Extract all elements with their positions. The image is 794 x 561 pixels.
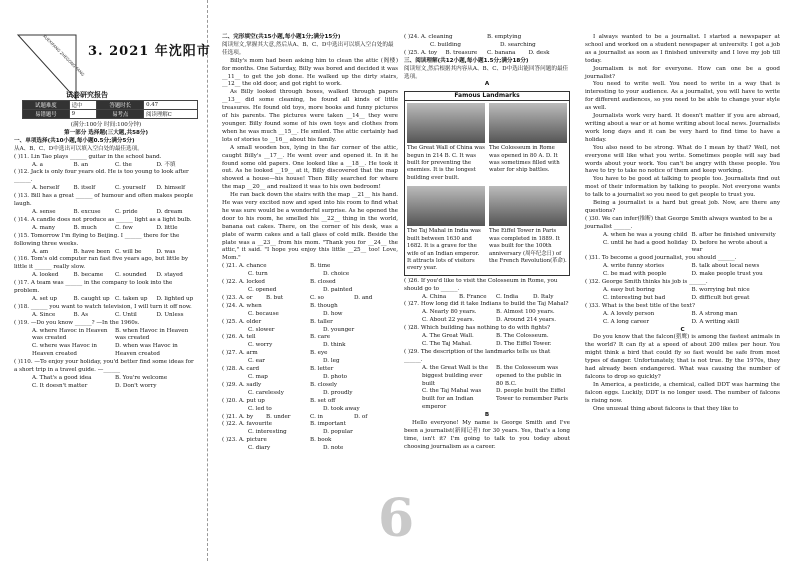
answer-option[interactable]: B. have been bbox=[73, 248, 111, 255]
cloze-option[interactable]: D. desk bbox=[528, 49, 550, 56]
cloze-option[interactable]: C. in bbox=[310, 413, 324, 420]
question-list-b bbox=[585, 216, 780, 327]
answer-option[interactable]: B. The Colosseum. bbox=[496, 333, 549, 340]
eiffel-tower-image bbox=[489, 186, 567, 226]
cloze-option[interactable]: D. think bbox=[323, 342, 346, 349]
answer-option[interactable]: D. difficult but great bbox=[691, 294, 750, 301]
answer-option[interactable]: A. a bbox=[32, 161, 43, 168]
cloze-option[interactable]: D. note bbox=[323, 445, 344, 452]
answer-option[interactable]: C. where was Havoc in Heaven created bbox=[32, 343, 97, 358]
section-2-intro: 阅读短文,掌握其大意,然后从A、B、C、D中选出可以填入空白处的最佳选项。 bbox=[222, 41, 394, 56]
question-stem: ( )31. To become a good journalist, you should ______. bbox=[585, 255, 737, 262]
cloze-paragraph: A small wooden box, lying in the far corner of the attic, caught Billy's __17__. He went over and opened it. In it he found some old papers. One looked like a __18__. He took it out. As he looked __19__ at it, Billy discovered that the map showed a house—his house! Then Billy searched for where the map __20__ and realized it was to his own bedroom! bbox=[222, 144, 398, 191]
cloze-option[interactable]: B. closely bbox=[310, 381, 338, 388]
cloze-paragraph: Billy's mom had been asking him to clean the attic (阁楼) for months. One Saturday, Billy was bored and decided it was __11__ to get the job done. He walked up the dirty stairs, __12__ the old door, and got right to work. bbox=[222, 57, 398, 88]
cloze-option[interactable]: ( )22. A. locked bbox=[222, 279, 265, 286]
cloze-option[interactable]: ( )26. A. tell bbox=[222, 334, 256, 341]
answer-option[interactable]: D. before he wrote about a war bbox=[691, 239, 768, 254]
answer-option[interactable]: C. sounded bbox=[115, 272, 147, 279]
cloze-option[interactable]: B. taller bbox=[310, 318, 333, 325]
landmark-great-wall: The Great Wall of China was begun in 214 B. C. It was built for preventing the enemies. It is the longest building ever built. bbox=[405, 101, 487, 184]
answer-option[interactable]: B. You're welcome bbox=[115, 375, 168, 381]
answer-option[interactable]: B. an bbox=[73, 161, 89, 168]
answer-option[interactable]: C. taken up bbox=[115, 295, 148, 302]
cloze-option[interactable]: ( )21. A. by bbox=[222, 413, 254, 420]
question-stem: ( )32. George Smith thinks his job is ______. bbox=[585, 279, 708, 286]
cloze-option[interactable]: ( )21. A. chance bbox=[222, 263, 267, 270]
cloze-option[interactable]: D. choice bbox=[323, 271, 350, 278]
passage-b-paragraph: You need to write well. You need to write in a way that is interesting to your audience. As a journalist, you will have to write for different audiences, so you need to be able to change your style as well. bbox=[585, 81, 780, 112]
cloze-option[interactable]: D. younger bbox=[323, 326, 355, 333]
answer-option[interactable]: B. France bbox=[459, 293, 487, 300]
landmarks-box bbox=[404, 91, 570, 275]
cloze-option[interactable]: ( )27. A. arm bbox=[222, 350, 258, 357]
answer-option[interactable]: D. little bbox=[156, 224, 178, 231]
cloze-option[interactable]: ( )20. A. put up bbox=[222, 397, 265, 404]
answer-option[interactable]: D. Unless bbox=[156, 311, 184, 318]
cloze-option[interactable]: B. treasure bbox=[445, 49, 478, 56]
cloze-option[interactable]: B. closed bbox=[310, 279, 336, 286]
answer-option[interactable]: D. dream bbox=[156, 208, 183, 215]
section-1-intro: 从A、B、C、D中选出可以填入空白处的最佳选项。 bbox=[14, 145, 143, 152]
cloze-option[interactable]: D. took away bbox=[323, 405, 360, 412]
cloze-option[interactable]: D. photo bbox=[323, 373, 348, 380]
answer-option[interactable]: A. That's a good idea bbox=[32, 375, 92, 381]
cloze-paragraph: As Billy looked through boxes, walked through papers __13__ did some cleaning, he found all kinds of little treasures. He found old toys, more books and funny pictures of his parents. The pictures were taken __14__ they were younger. Billy found some of his own toys and clothes from when he was much __15__. He smiled. The attic certainly had lots of stories to __16__ about his family. bbox=[222, 89, 398, 143]
answer-option[interactable]: C. A long career bbox=[603, 318, 650, 325]
cloze-option[interactable]: C. worry bbox=[248, 342, 273, 349]
passage-c-paragraph: In America, a pesticide, a chemical, called DDT was harming the falcon eggs. Luckily, DDT is no longer used. The number of falcons is rising now. bbox=[585, 381, 780, 404]
cloze-option[interactable]: B. but bbox=[266, 294, 284, 301]
answer-option[interactable]: C. It doesn't matter bbox=[32, 382, 88, 389]
answer-option[interactable]: A. write funny stories bbox=[603, 263, 665, 270]
cloze-option[interactable]: ( )23. A. picture bbox=[222, 437, 267, 444]
passage-b-text: Hello everyone! My name is George Smith and I've been a journalist(新闻记者) for 30 years. Yes, that's a long time, isn't it? I'm going to talk to you today about choosing journalism as a career. bbox=[404, 420, 570, 450]
answer-option[interactable]: C. yourself bbox=[115, 185, 146, 192]
report-cell: 易考点 bbox=[97, 110, 144, 119]
page-number: 6 bbox=[378, 488, 415, 549]
answer-option[interactable]: A. looked bbox=[32, 272, 59, 279]
report-cell: 阅读理解C bbox=[144, 110, 198, 119]
cloze-option[interactable]: D. proudly bbox=[323, 389, 353, 396]
answer-option[interactable]: A. when he was a young child bbox=[603, 231, 688, 238]
part-heading: 第一部分 选择题(三大题,共58分) bbox=[63, 129, 149, 136]
answer-option[interactable]: D. Around 214 years. bbox=[496, 317, 557, 324]
answer-option[interactable]: B. As bbox=[73, 311, 89, 318]
answer-option[interactable]: B. excuse bbox=[73, 208, 101, 215]
report-cell: 试题难度 bbox=[23, 101, 70, 110]
answer-option[interactable]: B. when Havoc in Heaven was created bbox=[115, 327, 189, 342]
cloze-option[interactable]: B. though bbox=[310, 302, 338, 309]
cloze-option[interactable]: C. so bbox=[310, 294, 324, 301]
cloze-option[interactable]: ( )22. A. favourite bbox=[222, 421, 272, 428]
report-cell: 答题时长 bbox=[97, 101, 144, 110]
fold-line bbox=[207, 0, 209, 561]
cloze-option[interactable]: C. led to bbox=[248, 405, 272, 412]
cloze-options bbox=[222, 263, 398, 453]
report-cell: 0.47 bbox=[144, 101, 198, 110]
report-cell: 易错题号 bbox=[23, 110, 70, 119]
passage-b-paragraph: Journalists work very hard. It doesn't matter if you are abroad, writing about a war or at home writing about local news. Journalists work long days and it can be very hard to find time to have a holiday. bbox=[585, 113, 780, 143]
answer-option[interactable]: D. Italy bbox=[533, 293, 554, 300]
cloze-option[interactable]: ( )29. A. sadly bbox=[222, 381, 262, 388]
question-stem: ( )27. How long did it take Indians to build the Taj Mahal? bbox=[404, 301, 569, 308]
answer-option[interactable]: C. Until bbox=[115, 311, 137, 318]
cloze-option[interactable]: B. important bbox=[310, 421, 346, 428]
answer-option[interactable]: A. easy but boring bbox=[603, 287, 655, 293]
answer-option[interactable]: D. when was Havoc in Heaven created bbox=[115, 343, 178, 358]
cloze-option[interactable]: ( )24. A. when bbox=[222, 302, 262, 309]
answer-option[interactable]: C. the bbox=[115, 161, 132, 168]
question-stem: ( )29. The description of the landmarks tells us that ______. bbox=[404, 348, 551, 363]
answer-option[interactable]: D. people built the Eiffel Tower to remember Paris bbox=[496, 388, 569, 403]
cloze-option[interactable]: ( )23. A. or bbox=[222, 294, 253, 301]
passage-b-label: B bbox=[484, 412, 490, 419]
passage-c-label: C bbox=[680, 326, 685, 333]
cloze-option[interactable]: ( )25. A. older bbox=[222, 318, 262, 325]
report-table bbox=[22, 100, 198, 119]
answer-option[interactable]: B. the Colosseum was opened to the public in 80 B.C. bbox=[496, 364, 562, 387]
answer-option[interactable]: A. set up bbox=[32, 295, 57, 302]
section-1-heading: 一、单项选择(共10小题,每小题0.5分;满分5分) bbox=[14, 137, 135, 144]
answer-option[interactable]: B. caught up bbox=[73, 295, 110, 302]
passage-b-paragraph: Journalism is not for everyone. How can one be a good journalist? bbox=[585, 65, 780, 80]
answer-option[interactable]: C. be mad with people bbox=[603, 271, 667, 278]
cloze-option[interactable]: ( )28. A. card bbox=[222, 366, 260, 373]
report-heading: 试卷研究报告 bbox=[66, 90, 108, 99]
question-stem: ( )28. Which building has nothing to do with fights? bbox=[404, 325, 551, 332]
cloze-option[interactable]: B. care bbox=[310, 334, 331, 341]
cloze-option[interactable]: C. because bbox=[248, 310, 279, 317]
answer-option[interactable]: C. until he had a good holiday bbox=[603, 239, 688, 246]
question-stem: ( )16. Tom's old computer ran fast five years ago, but little by little it ______ really slow. bbox=[14, 256, 189, 271]
cloze-option[interactable]: C. opened bbox=[248, 287, 277, 293]
cloze-option[interactable]: ( )24. A. cleaning bbox=[404, 34, 453, 40]
answer-option[interactable]: B. itself bbox=[73, 185, 96, 192]
answer-option[interactable]: A. am bbox=[32, 248, 49, 255]
question-stem: ( )19. —Do you know ______? —In the 1960s. bbox=[14, 319, 140, 326]
cloze-option[interactable]: B. book bbox=[310, 437, 332, 444]
answer-option[interactable]: D. The Eiffel Tower. bbox=[496, 340, 552, 347]
svg-text:XUEXIFANG ZHEGONG FANG: XUEXIFANG ZHEGONG FANG bbox=[41, 33, 86, 77]
cloze-option[interactable]: B. emptying bbox=[487, 34, 522, 40]
answer-option[interactable]: C. interesting but bad bbox=[603, 294, 666, 301]
question-stem: ( )26. If you'd like to visit the Colosseum in Rome, you should go to ______. bbox=[404, 277, 558, 292]
column-2 bbox=[222, 34, 398, 453]
question-stem: ( )17. A team was ______ in the company to look into the problem. bbox=[14, 280, 173, 295]
answer-option[interactable]: A. China bbox=[422, 293, 447, 300]
answer-option[interactable]: A. many bbox=[32, 224, 55, 231]
cloze-option[interactable]: C. map bbox=[248, 373, 268, 380]
answer-option[interactable]: B. after he finished university bbox=[691, 231, 776, 238]
column-3 bbox=[404, 34, 570, 452]
cloze-option[interactable]: C. carelessly bbox=[248, 389, 284, 396]
cloze-option[interactable]: C. interesting bbox=[248, 429, 287, 436]
answer-option[interactable]: C. About 22 years. bbox=[422, 317, 475, 324]
question-stem: ( )12. Jack is only four years old. He is too young to look after ______. bbox=[14, 169, 189, 184]
passage-a-label: A bbox=[484, 81, 490, 88]
report-cell: 9 bbox=[69, 110, 97, 119]
section-3-heading: 三、阅读理解(共12小题,每小题1.5分;满分18分) bbox=[404, 57, 529, 64]
cloze-option[interactable]: B. time bbox=[310, 263, 331, 270]
answer-option[interactable]: C. few bbox=[115, 224, 133, 231]
colosseum-image bbox=[489, 103, 567, 143]
cloze-option[interactable]: C. building bbox=[430, 41, 461, 48]
page-title: 3. 2021 年沈阳市 bbox=[88, 44, 211, 59]
answer-option[interactable]: D. was bbox=[156, 248, 176, 255]
answer-option[interactable]: A. Nearly 80 years. bbox=[422, 309, 477, 316]
cloze-option[interactable]: D. of bbox=[354, 413, 368, 420]
answer-option[interactable]: D. stayed bbox=[156, 272, 183, 279]
answer-option[interactable]: A. A lovely person bbox=[603, 310, 655, 317]
cloze-option[interactable]: D. leg bbox=[323, 358, 340, 365]
answer-option[interactable]: C. pride bbox=[115, 208, 138, 215]
question-stem: ( )18. ______ you want to watch television, I will turn it off now. bbox=[14, 303, 192, 310]
cloze-option[interactable]: C. diary bbox=[248, 445, 271, 452]
question-stem: ( )13. Bill has a great ______ of humour and often makes people laugh. bbox=[14, 193, 194, 208]
answer-option[interactable]: B. A strong man bbox=[691, 310, 738, 317]
cloze-options-cont bbox=[404, 34, 570, 58]
answer-option[interactable]: B. became bbox=[73, 272, 104, 279]
cloze-option[interactable]: B. eye bbox=[310, 350, 328, 357]
cloze-option[interactable]: B. letter bbox=[310, 366, 334, 373]
answer-option[interactable]: A. Since bbox=[32, 311, 56, 318]
answer-option[interactable]: D. 不填 bbox=[156, 161, 176, 168]
cloze-option[interactable]: D. and bbox=[354, 294, 373, 301]
section-3-intro: 阅读短文,然后根据其内容从A、B、C、D中选出能回答问题的最佳选项。 bbox=[404, 65, 569, 80]
column-4 bbox=[585, 34, 780, 414]
great-wall-image bbox=[407, 103, 485, 143]
landmark-colosseum: The Colosseum in Rome was opened in 80 A. D. It was sometimes filled with water for ship battles. bbox=[487, 101, 569, 184]
cloze-option[interactable]: ( )25. A. toy bbox=[404, 49, 438, 56]
cloze-option[interactable]: B. under bbox=[266, 413, 291, 420]
answer-option[interactable]: A. herself bbox=[32, 185, 60, 192]
question-stem: ( )110. —To enjoy your holiday, you'd better find some ideas for a short trip in a travel guide. —______ bbox=[14, 359, 194, 374]
question-stem: ( )33. What is the best title of the text? bbox=[585, 302, 695, 309]
answer-option[interactable]: B. worrying but nice bbox=[691, 287, 750, 293]
passage-b-paragraph: I always wanted to be a journalist. I started a newspaper at school and worked on a student newspaper at university. I got a job as a journalist as soon as I finished university and I love my job till today. bbox=[585, 34, 780, 64]
taj-mahal-image bbox=[407, 186, 485, 226]
passage-b-paragraph: You have to be good at talking to people too. Journalists find out most of their information by talking to people. Not everyone wants to talk to a journalist so you need to get people to trust you. bbox=[585, 176, 780, 199]
answer-option[interactable]: A. where Havoc in Heaven was created bbox=[32, 327, 108, 342]
answer-option[interactable]: C. will be bbox=[115, 248, 142, 255]
answer-option[interactable]: D. make people trust you bbox=[691, 271, 763, 278]
question-list-1 bbox=[14, 154, 198, 391]
cloze-option[interactable]: C. slower bbox=[248, 326, 275, 333]
passage-b-paragraph: You also need to be strong. What do I mean by that? Well, not everyone will like what you write. Sometimes people will say bad words about your work. You can't be angry with these people. You have to try to take no notice of them and keep working. bbox=[585, 144, 780, 175]
score-line: (满分:100分 时间:100分钟) bbox=[70, 122, 142, 128]
answer-option[interactable]: C. India bbox=[496, 293, 519, 300]
question-stem: ( )11. Lin Tao plays ______ guitar in the school band. bbox=[14, 153, 162, 160]
answer-option[interactable]: D. himself bbox=[156, 185, 186, 192]
cloze-option[interactable]: D. popular bbox=[323, 429, 353, 436]
question-list-a bbox=[404, 278, 570, 412]
question-stem: ( )14. A candle does not produce as ______ light as a light bulb. bbox=[14, 216, 192, 223]
answer-option[interactable]: B. Almost 100 years. bbox=[496, 309, 555, 316]
cloze-option[interactable]: C. turn bbox=[248, 271, 268, 278]
cloze-option[interactable]: D. painted bbox=[323, 287, 353, 293]
cloze-paragraph: He ran back down the stairs with the map __21__ his hand. He was very excited now and sped into his room to find what he was sure would be a wonderful surprise. As he opened the door to his room, he smelled his __22__ thing in the world, banana oat cakes. There, on the corner of his desk, was a plate of warm cakes and a tall glass of cold milk. Beside the plate was a __23__ from his mom. "Thank you for __24__ the attic," it said. "I hope you enjoy this little __25__ too! Love, Mom." bbox=[222, 192, 398, 262]
cloze-option[interactable]: D. searching bbox=[500, 41, 536, 48]
column-1 bbox=[14, 122, 198, 391]
cloze-option[interactable]: C. ear bbox=[248, 358, 265, 365]
answer-option[interactable]: A. The Great Wall. bbox=[422, 333, 474, 340]
report-cell: 适中 bbox=[69, 101, 97, 110]
cloze-option[interactable]: D. how bbox=[323, 310, 343, 317]
answer-option[interactable]: B. much bbox=[73, 224, 97, 231]
question-stem: ( )15. Tomorrow I'm flying to Beijing. I ______ there for the following three weeks. bbox=[14, 232, 180, 247]
cloze-option[interactable]: C. banana bbox=[487, 49, 516, 56]
passage-c-paragraph: Do you know that the falcon(猎鹰) is among the fastest animals in the world? It can fly at a speed of about 200 miles per hour. You might think a bird that could fly so fast would be safe from most types of danger. Unfortunately, that is not true. By the 1970s, they had already been endangered. What was causing the number of falcons to drop so quickly? bbox=[585, 334, 780, 380]
answer-option[interactable]: A. the Great Wall is the biggest building ever built bbox=[422, 364, 488, 387]
answer-option[interactable]: C. the Taj Mahal was built for an Indian emperor bbox=[422, 388, 482, 411]
cloze-option[interactable]: B. set off bbox=[310, 397, 336, 404]
landmark-eiffel-tower: The Eiffel Tower in Paris was completed in 1889. It was built for the 100th anniversary (周年纪念日) of the French Revolution(革命). bbox=[487, 184, 569, 274]
answer-option[interactable]: C. The Taj Mahal. bbox=[422, 340, 472, 347]
answer-option[interactable]: D. lighted up bbox=[156, 295, 194, 302]
passage-b-paragraph: Being a journalist is a hard but great job. Now, are there any questions? bbox=[585, 200, 780, 214]
question-stem: ( )30. We can infer(推断) that George Smith always wanted to be a journalist ______. bbox=[585, 215, 773, 230]
landmark-taj-mahal: The Taj Mahal in India was built between 1630 and 1682. It is a grave for the wife of an Indian emperor. It attracts lots of visitors every year. bbox=[405, 184, 487, 274]
section-2-heading: 二、完形填空(共15小题,每小题1分;满分15分) bbox=[222, 34, 341, 40]
answer-option[interactable]: A. sense bbox=[32, 208, 56, 215]
passage-c-paragraph: One unusual thing about falcons is that they like to bbox=[593, 405, 739, 412]
answer-option[interactable]: D. A writing skill bbox=[691, 318, 740, 325]
landmarks-title: Famous Landmarks bbox=[405, 92, 569, 101]
answer-option[interactable]: B. talk about local news bbox=[691, 263, 760, 270]
answer-option[interactable]: D. Don't worry bbox=[115, 382, 157, 389]
